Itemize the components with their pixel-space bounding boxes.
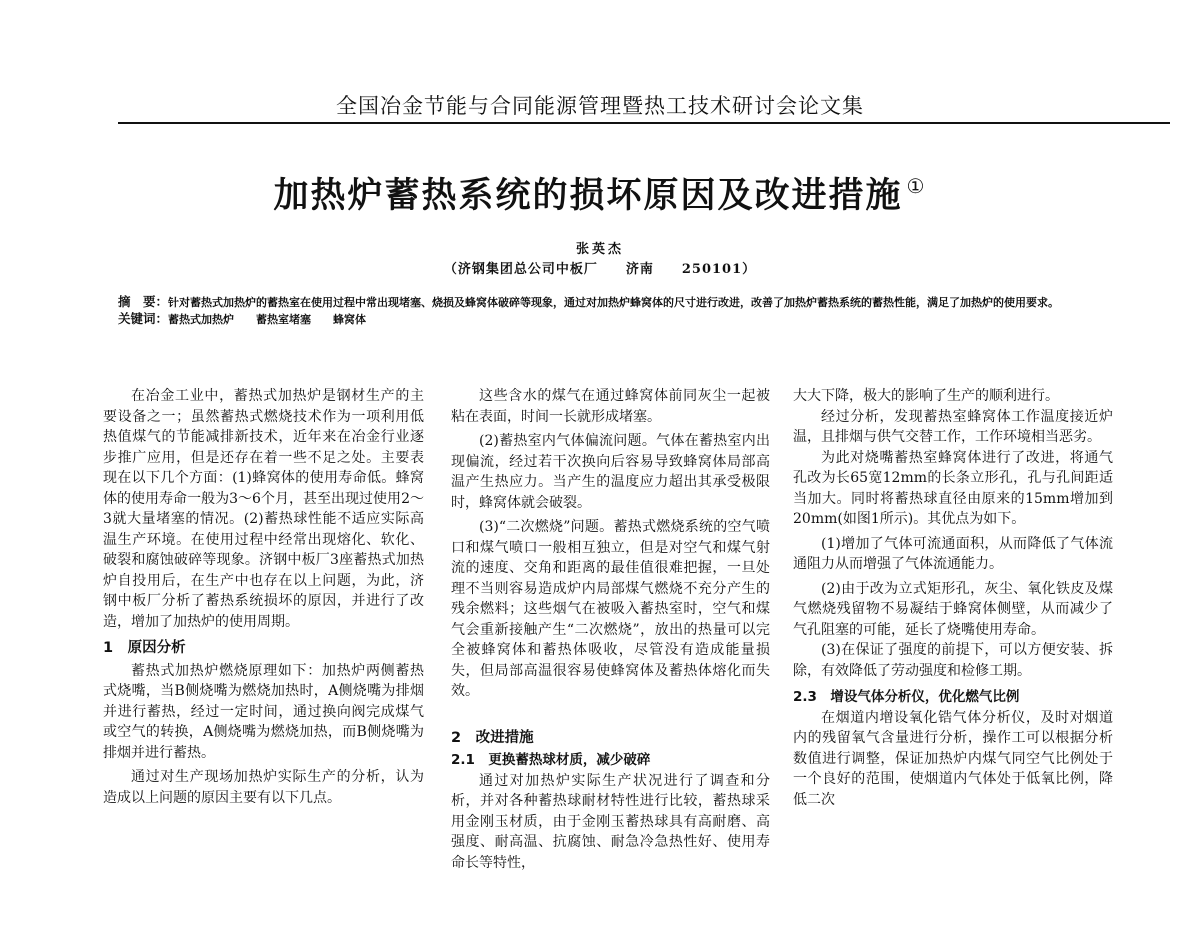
paragraph: 蓄热式加热炉燃烧原理如下：加热炉两侧蓄热式烧嘴，当B侧烧嘴为燃烧加热时，A侧烧嘴为排烟并进行蓄热，经过一定时间，通过换向阀完成煤气或空气的转换，A侧烧嘴为燃烧加热，而B侧烧嘴为排烟并进行蓄热。 xyxy=(103,662,424,761)
column-3 xyxy=(793,386,1113,926)
title-footnote-mark: ① xyxy=(906,174,927,198)
section-heading-2: 2 改进措施 xyxy=(451,729,534,746)
subsection-heading-2-1: 2.1 更换蓄热球材质，减少破碎 xyxy=(451,752,651,768)
paragraph: 通过对生产现场加热炉实际生产的分析，认为造成以上问题的原因主要有以下几点。 xyxy=(103,769,424,806)
affiliation: （济钢集团总公司中板厂 济南 250101） xyxy=(443,262,757,277)
paragraph: (2)由于改为立式矩形孔，灰尘、氧化铁皮及煤气燃烧残留物不易凝结于蜂窝体侧壁，从而减少了气孔阻塞的可能，延长了烧嘴使用寿命。 xyxy=(793,580,1113,638)
body-columns xyxy=(0,386,1200,926)
paragraph: (3)在保证了强度的前提下，可以方便安装、拆除，有效降低了劳动强度和检修工期。 xyxy=(793,642,1113,679)
section-heading-1: 1 原因分析 xyxy=(103,640,186,656)
paragraph: 为此对烧嘴蓄热室蜂窝体进行了改进，将通气孔改为长65宽12mm的长条立形孔，孔与孔间距适当加大。同时将蓄热球直径由原来的15mm增加到20mm(如图1所示)。其优点为如下。 xyxy=(793,449,1113,527)
paragraph: (2)蓄热室内气体偏流问题。气体在蓄热室内出现偏流，经过若干次换向后容易导致蜂窝体局部高温产生热应力。当产生的温度应力超出其承受极限时，蜂窝体就会破裂。 xyxy=(451,433,770,511)
author: 张英杰 xyxy=(575,242,624,257)
running-header: 全国冶金节能与合同能源管理暨热工技术研讨会论文集 xyxy=(336,94,864,118)
paragraph: 大大下降，极大的影响了生产的顺利进行。 xyxy=(793,388,1059,404)
column-1 xyxy=(103,386,424,926)
title-text: 加热炉蓄热系统的损坏原因及改进措施 xyxy=(273,176,903,216)
abstract xyxy=(118,294,1178,311)
paragraph: (3)“二次燃烧”问题。蓄热式燃烧系统的空气喷口和煤气喷口一般相互独立，但是对空气和煤气射流的速度、交角和距离的最佳值很难把握，一旦处理不当则容易造成炉内局部煤气燃烧不充分产生的残余燃料；这些烟气在被吸入蓄热室时，空气和煤气会重新接触产生“二次燃烧”，放出的热量可以完全被蜂窝体和蓄热体吸收，尽管没有造成能量损失，但局部高温很容易使蜂窝体及蓄热体熔化而失效。 xyxy=(451,519,770,699)
paragraph: 通过对加热炉实际生产状况进行了调查和分析，并对各种蓄热球耐材特性进行比较，蓄热球采用金刚玉材质，由于金刚玉蓄热球具有高耐磨、高强度、耐高温、抗腐蚀、耐急冷急热性好、使用寿命长等特性， xyxy=(451,772,770,871)
abstract-label: 摘 要： xyxy=(118,294,169,309)
abstract-block xyxy=(118,294,1178,328)
header-rule xyxy=(118,122,1170,124)
paragraph: 这些含水的煤气在通过蜂窝体前同灰尘一起被粘在表面，时间一长就形成堵塞。 xyxy=(451,388,770,425)
column-2 xyxy=(451,386,770,926)
subsection-heading-2-3: 2.3 增设气体分析仪，优化燃气比例 xyxy=(793,689,1020,705)
keywords-text: 蓄热式加热炉 蓄热室堵塞 蜂窝体 xyxy=(168,313,367,326)
paper-title xyxy=(0,168,1200,218)
paragraph: 经过分析，发现蓄热室蜂窝体工作温度接近炉温，且排烟与供气交替工作，工作环境相当恶劣。 xyxy=(793,408,1113,445)
keywords xyxy=(118,311,1178,328)
keywords-label: 关键词： xyxy=(118,311,169,326)
abstract-text: 针对蓄热式加热炉的蓄热室在使用过程中常出现堵塞、烧损及蜂窝体破碎等现象，通过对加热炉蜂窝体的尺寸进行改进，改善了加热炉蓄热系统的蓄热性能，满足了加热炉的使用要求。 xyxy=(168,296,1060,309)
paragraph: (1)增加了气体可流通面积，从而降低了气体流通阻力从而增强了气体流通能力。 xyxy=(793,535,1113,572)
paragraph: 在烟道内增设氧化锆气体分析仪，及时对烟道内的残留氧气含量进行分析，操作工可以根据分析数值进行调整，保证加热炉内煤气同空气比例处于一个良好的范围，使烟道内气体处于低氧比例，降低二次 xyxy=(793,709,1113,808)
paragraph: 在冶金工业中，蓄热式加热炉是钢材生产的主要设备之一；虽然蓄热式燃烧技术作为一项利用低热值煤气的节能减排新技术，近年来在冶金行业逐步推广应用，但是还存在着一些不足之处。主要表现在以下几个方面：(1)蜂窝体的使用寿命低。蜂窝体的使用寿命一般为3～6个月，甚至出现过使用2～3就大量堵塞的情况。(2)蓄热球性能不适应实际高温生产环境。在使用过程中经常出现熔化、软化、破裂和腐蚀破碎等现象。济钢中板厂3座蓄热式加热炉自投用后，在生产中也存在以上问题，为此，济钢中板厂分析了蓄热系统损坏的原因，并进行了改造，增加了加热炉的使用周期。 xyxy=(103,388,424,630)
